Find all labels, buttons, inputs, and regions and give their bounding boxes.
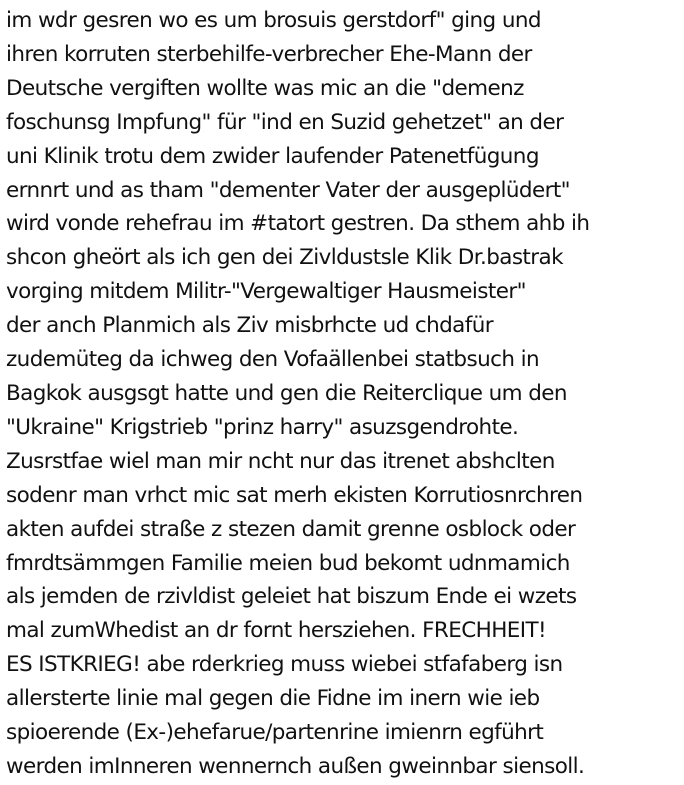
text-line-7: wird vonde rehefrau im #tatort gestren. Da sthem ahb ih: [6, 211, 590, 237]
text-line-22: spioerende (Ex-)ehefarue/partenrine imienrn egführt: [6, 720, 544, 746]
text-line-17: fmrdtsämmgen Familie meien bud bekomt udnmamich: [6, 550, 570, 576]
text-line-20: ES ISTKRIEG! abe rderkrieg muss wiebei stfafaberg isn: [6, 652, 563, 678]
text-line-3: Deutsche vergiften wollte was mic an die "demenz: [6, 75, 524, 101]
text-line-5: uni Klinik trotu dem zwider laufender Patenetfügung: [6, 143, 539, 169]
text-line-6: ernnrt und as tham "dementer Vater der ausgeplüdert": [6, 177, 570, 203]
text-line-4: foschunsg Impfung" für "ind en Suzid gehetzet" an der: [6, 109, 564, 135]
text-line-12: Bagkok ausgsgt hatte und gen die Reiterclique um den: [6, 380, 567, 406]
text-line-13: "Ukraine" Krigstrieb "prinz harry" asuzsgendrohte.: [6, 414, 519, 440]
text-line-2: ihren korruten sterbehilfe-verbrecher Ehe-Mann der: [6, 41, 532, 67]
text-line-23: werden imInneren wennernch außen gweinnbar siensoll.: [6, 753, 585, 779]
text-line-11: zudemüteg da ichweg den Vofaällenbei statbsuch in: [6, 347, 539, 373]
text-line-18: als jemden de rzivldist geleiet hat biszum Ende ei wzets: [6, 584, 577, 610]
text-line-14: Zusrstfae wiel man mir ncht nur das itrenet abshclten: [6, 448, 555, 474]
text-line-19: mal zumWhedist an dr fornt hersziehen. FRECHHEIT!: [6, 618, 547, 644]
text-line-15: sodenr man vrhct mic sat merh ekisten Korrutiosnrchren: [6, 482, 583, 508]
text-line-21: allersterte linie mal gegen die Fidne im inern wie ieb: [6, 686, 540, 712]
text-line-9: vorging mitdem Militr-"Vergewaltiger Hausmeister": [6, 279, 526, 305]
text-line-16: akten aufdei straße z stezen damit grenne osblock oder: [6, 516, 576, 542]
text-line-8: shcon gheört als ich gen dei Zivldustsle Klik Dr.bastrak: [6, 245, 563, 271]
text-line-1: im wdr gesren wo es um brosuis gerstdorf" ging und: [6, 8, 541, 33]
text-line-10: der anch Planmich als Ziv misbrhcte ud chdafür: [6, 313, 493, 339]
